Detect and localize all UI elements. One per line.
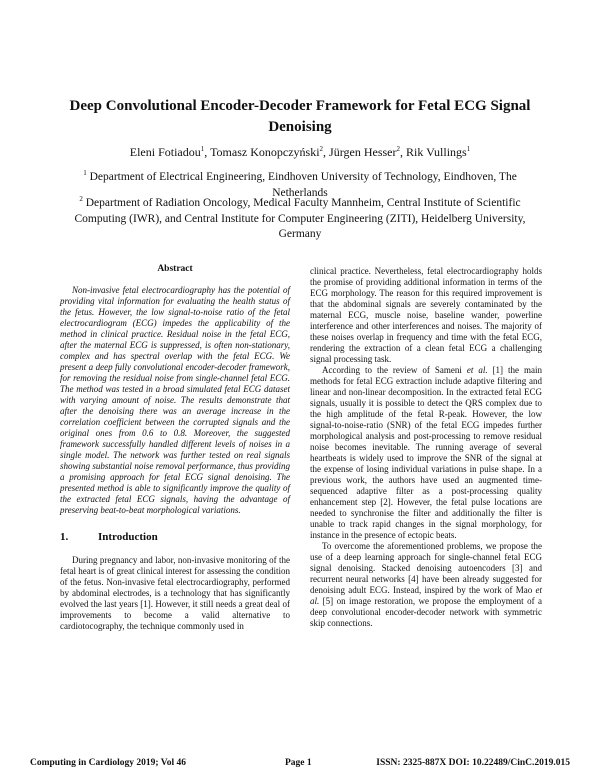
body-text: [5] on image restoration, we propose the employment of a deep convolutional encoder-decoder network with symmetric skip connections. — [310, 596, 542, 628]
intro-paragraph: During pregnancy and labor, non-invasive monitoring of the fetal heart is of great clinical interest for assessing the condition of the fetus. Non-invasive fetal electrocardiography, performed by abdominal electrodes, is a technology that has significantly evolved the last years [1]. However, it still needs a great deal of improvements to become a valid alternative to cardiotocography, the technique commonly used in — [60, 555, 290, 631]
right-column — [310, 266, 542, 629]
affiliation-2 — [60, 196, 540, 243]
body-text: According to the review of Sameni — [322, 365, 467, 375]
paper-title: Deep Convolutional Encoder-Decoder Framework for Fetal ECG Signal Denoising — [69, 98, 531, 135]
body-text-italic: et al. — [310, 585, 542, 606]
abstract-heading: Abstract — [157, 264, 193, 274]
author-name: Eleni Fotiadou — [129, 145, 201, 159]
author-separator: , — [204, 145, 211, 159]
section-heading-introduction — [60, 532, 290, 543]
author-list — [40, 144, 560, 160]
affiliation-mark: 1 — [83, 169, 87, 178]
section-title: Introduction — [98, 531, 158, 543]
body-text-italic: et al. — [466, 365, 488, 375]
body-paragraph — [310, 365, 542, 541]
left-column — [60, 264, 290, 632]
body-text: [1] the main methods for fetal ECG extraction include adaptive filtering and linear and non-linear decomposition. In the extracted fetal ECG signals, usually it is possible to detect the QRS complex due to the high amplitude of the fetal R-peak. However, the low signal-to-noise-ratio (SNR) of the fetal ECG impedes further morphological analysis and post-processing to remove residual noise becomes inevitable. The running average of several heartbeats is widely used to improve the SNR of the signal at the expense of losing individual variations in pulse shape. In a previous work, the authors have used an augmented time-sequenced adaptive filter as a post-processing quality enhancement step [2]. However, the fetal pulse locations are needed to synchronise the filter and additionally the filter is unable to track rapid changes in the signal morphology, for instance in the presence of ectopic beats. — [310, 365, 542, 540]
author-name: Tomasz Konopczyński — [210, 145, 320, 159]
section-number: 1. — [60, 531, 69, 543]
author-separator: , — [323, 145, 330, 159]
affiliation-text: Department of Radiation Oncology, Medical Faculty Mannheim, Central Institute of Scientific Computing (IWR), and Central Institute for Computer Engineering (ZITI), Heidelberg University, Germany — [74, 197, 526, 240]
author-name: Jürgen Hesser — [329, 145, 397, 159]
body-paragraph: clinical practice. Nevertheless, fetal electrocardiography holds the promise of providing additional information in terms of the ECG morphology. The reason for this required improvement is that the abdominal signals are severely contaminated by the maternal ECG, muscle noise, baseline wander, powerline interference and other interferences and noises. The majority of these noises overlap in frequency and time with the fetal ECG, rendering the extraction of a clean fetal ECG a challenging signal processing task. — [310, 266, 542, 364]
footer-page-number: Page 1 — [285, 758, 312, 768]
footer-journal: Computing in Cardiology 2019; Vol 46 — [30, 758, 186, 768]
affiliation-mark: 2 — [79, 195, 83, 204]
author-separator: , — [399, 145, 406, 159]
author-affiliation-mark: 1 — [466, 145, 471, 153]
body-paragraph — [310, 541, 542, 629]
author-name: Rik Vullings — [405, 145, 467, 159]
affiliation-text: Department of Electrical Engineering, Eindhoven University of Technology, Eindhoven, The Netherlands — [86, 171, 517, 199]
abstract-text: Non-invasive fetal electrocardiography has the potential of providing vital information for evaluating the health status of the fetus. However, the low signal-to-noise ratio of the fetal electrocardiogram (ECG) impedes the applicability of the method in clinical practice. Residual noise in the fetal ECG, after the maternal ECG is suppressed, is often non-stationary, complex and has spectral overlap with the fetal ECG. We present a deep fully convolutional encoder-decoder framework, for removing the residual noise from single-channel fetal ECG. The method was tested in a broad simulated fetal ECG dataset with varying amount of noise. The results demonstrate that after the denoising there was an average increase in the correlation coefficient between the corrupted signals and the original ones from 0.6 to 0.8. Moreover, the suggested framework successfully handled different levels of noises in a single model. The network was further tested on real signals showing substantial noise removal performance, thus providing a promising approach for fetal ECG signal denoising. The presented method is able to significantly improve the quality of the extracted fetal ECG signals, having the advantage of preserving beat-to-beat morphological variations. — [60, 285, 290, 515]
author-affiliation-mark: 2 — [396, 145, 400, 153]
footer-issn-doi: ISSN: 2325-887X DOI: 10.22489/CinC.2019.015 — [376, 758, 570, 768]
author-affiliation-mark: 1 — [200, 145, 205, 153]
author-affiliation-mark: 2 — [319, 145, 324, 153]
body-text: To overcome the aforementioned problems, we propose the use of a deep learning approach for single-channel fetal ECG signal denoising. Stacked denoising autoencoders [3] and recurrent neural networks [4] have been already suggested for denoising adult ECG. Instead, inspired by the work of Mao — [310, 541, 542, 595]
